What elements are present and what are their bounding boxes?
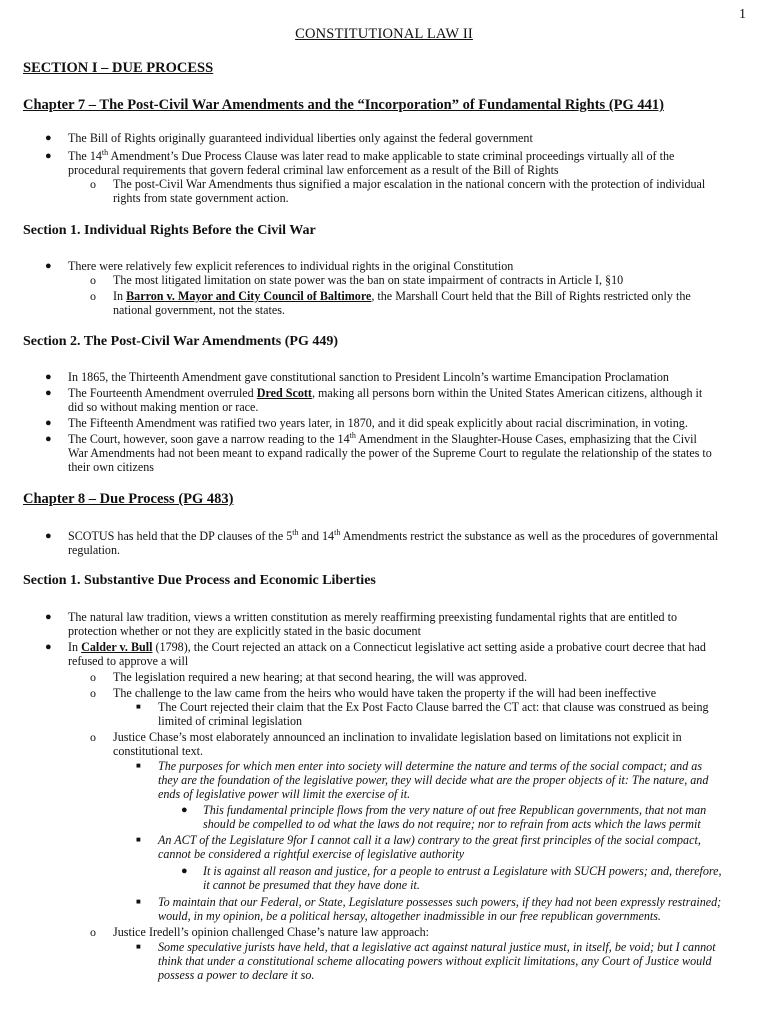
sub-bullet-text-cont: national government, not the states. bbox=[113, 303, 285, 317]
square-bullet-marker: ■ bbox=[136, 702, 141, 711]
case-name: Barron v. Mayor and City Council of Baltimore bbox=[126, 289, 372, 303]
bullet-text: The Fourteenth Amendment overruled Dred Scott, making all persons born within the United States American citizens, although it bbox=[68, 386, 703, 400]
square-bullet-marker: ■ bbox=[136, 897, 141, 906]
chapter-8-heading: Chapter 8 – Due Process (PG 483) bbox=[23, 491, 234, 507]
quote-text: This fundamental principle flows from the very nature of out free Republican governments, that not man bbox=[203, 803, 707, 817]
square-bullet-marker: ■ bbox=[136, 761, 141, 770]
bullet-text: In Calder v. Bull (1798), the Court rejected an attack on a Connecticut legislative act setting aside a probative court decree that had bbox=[68, 640, 706, 654]
sub-bullet-marker: o bbox=[90, 177, 96, 191]
quote-text-cont: it cannot be presumed that they have done it. bbox=[203, 878, 420, 892]
bullet-marker: ● bbox=[45, 641, 52, 653]
square-bullet-marker: ■ bbox=[136, 835, 141, 844]
sub-bullet-text: Justice Iredell’s opinion challenged Chase’s nature law approach: bbox=[113, 925, 430, 939]
bullet-marker: ● bbox=[181, 804, 188, 816]
sub-bullet-text-cont: rights from state government action. bbox=[113, 191, 289, 205]
bullet-text: The natural law tradition, views a written constitution as merely reaffirming preexisting fundamental rights that are entitled to bbox=[68, 610, 677, 624]
bullet-marker: ● bbox=[45, 387, 52, 399]
bullet-marker: ● bbox=[45, 611, 52, 623]
case-name: Calder v. Bull bbox=[81, 640, 153, 654]
sub-bullet-marker: o bbox=[90, 670, 96, 684]
bullet-text: SCOTUS has held that the DP clauses of the 5th and 14th Amendments restrict the substance as well as the procedures of governmental bbox=[68, 527, 719, 543]
sub-bullet-text: The post-Civil War Amendments thus signified a major escalation in the national concern with the protection of individual bbox=[113, 177, 706, 191]
quote-text: It is against all reason and justice, for a people to entrust a Legislature with SUCH powers; and, therefore, bbox=[203, 864, 722, 878]
quote-text-cont: they are the foundation of the legislative power, they will decide what are the proper objects of it: The nature, and bbox=[158, 773, 709, 787]
quote-text-cont: should be compelled to od what the laws do not require; nor to refrain from acts which the laws permit bbox=[203, 817, 701, 831]
sub-bullet-text: The legislation required a new hearing; at that second hearing, the will was approved. bbox=[113, 670, 528, 684]
chapter-7-heading: Chapter 7 – The Post-Civil War Amendments and the “Incorporation” of Fundamental Rights (PG 441) bbox=[23, 97, 664, 113]
bullet-marker: ● bbox=[45, 260, 52, 272]
sub-bullet-marker: o bbox=[90, 289, 96, 303]
page-number: 1 bbox=[739, 7, 746, 22]
bullet-text-cont: regulation. bbox=[68, 543, 121, 557]
sub-bullet-text: Justice Chase’s most elaborately announced an inclination to invalidate legislation based on limitations not explicit in bbox=[113, 730, 682, 744]
square-bullet-text-cont: limited of criminal legislation bbox=[158, 714, 303, 728]
section-1-heading: Section 1. Individual Rights Before the Civil War bbox=[23, 223, 316, 238]
bullet-text-cont: protection whether or not they are explicitly stated in the basic document bbox=[68, 624, 421, 638]
sub-bullet-marker: o bbox=[90, 273, 96, 287]
bullet-text: The Court, however, soon gave a narrow reading to the 14th Amendment in the Slaughter-House Cases, emphasizing that the Civil bbox=[68, 430, 697, 446]
quote-text-cont: possess a power to declare it so. bbox=[158, 968, 315, 982]
section-heading: Section 1. Substantive Due Process and Economic Liberties bbox=[23, 573, 376, 588]
sub-bullet-text-cont: constitutional text. bbox=[113, 744, 204, 758]
bullet-text: The 14th Amendment’s Due Process Clause was later read to make applicable to state criminal proceedings virtually all of the bbox=[68, 147, 675, 163]
sub-bullet-marker: o bbox=[90, 730, 96, 744]
quote-text-cont: think that under a constitutional scheme allocating powers without explicit limitations, any Court of Justice would bbox=[158, 954, 712, 968]
bullet-marker: ● bbox=[45, 371, 52, 383]
quote-text-cont: cannot be considered a rightful exercise of legislative authority bbox=[158, 847, 465, 861]
square-bullet-marker: ■ bbox=[136, 942, 141, 951]
square-bullet-text: The Court rejected their claim that the Ex Post Facto Clause barred the CT act: that clause was construed as being bbox=[158, 700, 709, 714]
quote-text: The purposes for which men enter into society will determine the nature and terms of the social compact; and as bbox=[158, 759, 703, 773]
document-title: CONSTITUTIONAL LAW II bbox=[295, 26, 473, 42]
bullet-text: The Bill of Rights originally guaranteed individual liberties only against the federal government bbox=[68, 131, 533, 145]
bullet-marker: ● bbox=[45, 150, 52, 162]
bullet-text-cont: procedural requirements that govern federal criminal law enforcement as a result of the Bill of Rights bbox=[68, 163, 559, 177]
sub-bullet-text: In Barron v. Mayor and City Council of Baltimore, the Marshall Court held that the Bill of Rights restricted only the bbox=[113, 289, 691, 303]
bullet-marker: ● bbox=[181, 865, 188, 877]
quote-text-cont: ends of legislative power will limit the exercise of it. bbox=[158, 787, 411, 801]
bullet-marker: ● bbox=[45, 132, 52, 144]
bullet-text: In 1865, the Thirteenth Amendment gave constitutional sanction to President Lincoln’s wartime Emancipation Proclamation bbox=[68, 370, 669, 384]
quote-text: Some speculative jurists have held, that a legislative act against natural justice must, in itself, be void; but I cannot bbox=[158, 940, 716, 954]
bullet-text-cont: War Amendments had not been meant to expand radically the power of the Supreme Court to regulate the relationship of the states to bbox=[68, 446, 712, 460]
section-2-heading: Section 2. The Post-Civil War Amendments (PG 449) bbox=[23, 334, 338, 349]
bullet-marker: ● bbox=[45, 417, 52, 429]
bullet-text-cont: did so without making mention or race. bbox=[68, 400, 259, 414]
bullet-text-cont: their own citizens bbox=[68, 460, 154, 474]
bullet-text-cont: refused to approve a will bbox=[68, 654, 189, 668]
section-heading: SECTION I – DUE PROCESS bbox=[23, 60, 214, 76]
quote-text: An ACT of the Legislature 9for I cannot call it a law) contrary to the great first principles of the social compact, bbox=[158, 833, 701, 847]
bullet-marker: ● bbox=[45, 433, 52, 445]
quote-text-cont: would, in my opinion, be a political hersay, altogether inadmissible in our free republican governments. bbox=[158, 909, 661, 923]
sub-bullet-marker: o bbox=[90, 925, 96, 939]
bullet-text: There were relatively few explicit references to individual rights in the original Constitution bbox=[68, 259, 514, 273]
case-name: Dred Scott bbox=[256, 386, 312, 400]
sub-bullet-text: The most litigated limitation on state power was the ban on state impairment of contracts in Article I, §10 bbox=[113, 273, 624, 287]
bullet-text: The Fifteenth Amendment was ratified two years later, in 1870, and it did speak explicitly about racial discrimination, in voting. bbox=[68, 416, 688, 430]
sub-bullet-text: The challenge to the law came from the heirs who would have taken the property if the will had been ineffective bbox=[113, 686, 657, 700]
sub-bullet-marker: o bbox=[90, 686, 96, 700]
bullet-marker: ● bbox=[45, 530, 52, 542]
quote-text: To maintain that our Federal, or State, Legislature possesses such powers, if they had not been expressly restrained; bbox=[158, 895, 722, 909]
